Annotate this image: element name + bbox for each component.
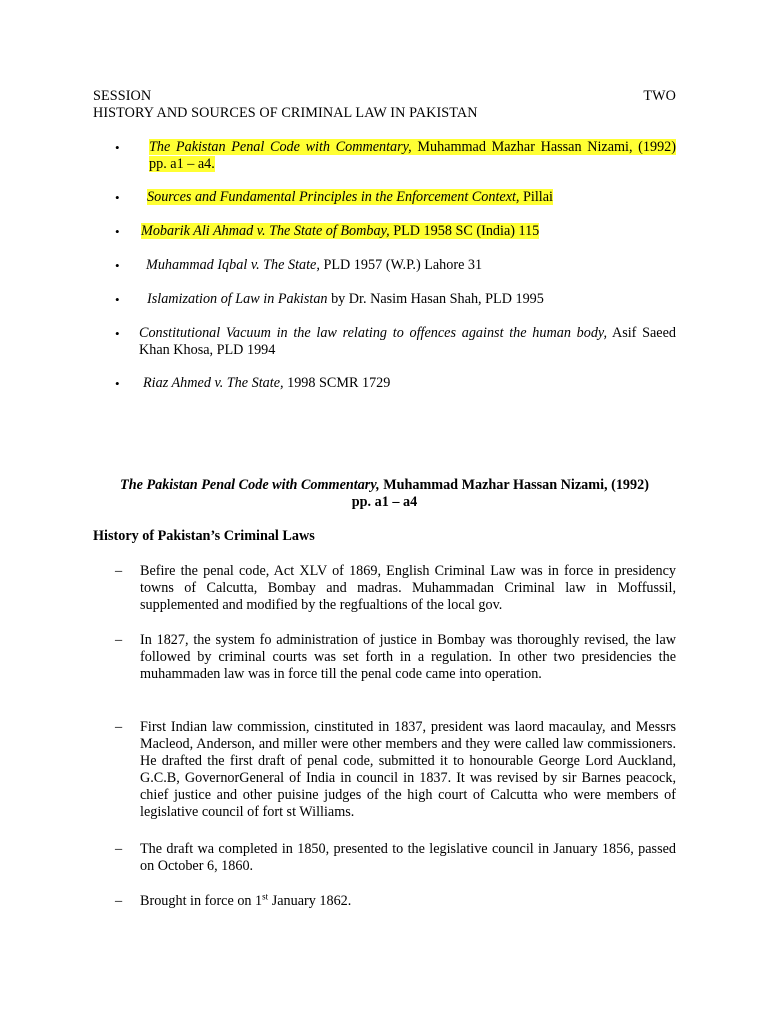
bullet-icon: • [115,258,120,273]
reading-title: Sources and Fundamental Principles in the Enforcement Context, [147,189,520,205]
dash-icon: – [115,893,123,909]
reading-citation: by Dr. Nasim Hasan Shah, PLD 1995 [327,291,544,307]
session-number: TWO [643,88,676,104]
history-item [115,719,676,821]
reading-item [115,257,676,274]
reading-item [115,189,676,206]
bullet-icon: • [115,292,120,307]
reading-title: Islamization of Law in Pakistan [147,291,328,307]
history-text: First Indian law commission, cinstituted in 1837, president was laord macaulay, and Messrs Macleod, Anderson, and miller were other members and they were called law commissioners. He drafted the first draft of penal code, submitted it to honourable George Lord Auckland, G.C.B, GovernorGeneral of India in council in 1837. It was revised by sir Barnes peacock, chief justice and other puisine judges of the high court of Calcutta who were members of legislative council of fort st Williams. [140,719,676,820]
history-item [115,563,676,614]
history-text: Befire the penal code, Act XLV of 1869, English Criminal Law was in force in presidency towns of Calcutta, Bombay and madras. Muhammadan Criminal law in Moffussil, supplemented and modified by the regfualtions of the local gov. [140,563,676,613]
page-title: HISTORY AND SOURCES OF CRIMINAL LAW IN PAKISTAN [93,105,478,121]
history-text: The draft wa completed in 1850, presented to the legislative council in January 1856, passed on October 6, 1860. [140,841,676,874]
history-item [115,893,676,910]
dash-icon: – [115,719,123,735]
bullet-icon: • [115,326,120,341]
reading-item [115,325,676,359]
bullet-icon: • [115,376,120,391]
history-item [115,841,676,875]
reading-citation: Muhammad Mazhar Hassan Nizami, (1992) pp. a1 – a4. [149,139,676,172]
reading-citation: Asif Saeed Khan Khosa, PLD 1994 [139,325,676,358]
reading-title: Constitutional Vacuum in the law relating to offences against the human body, [139,325,607,341]
reading-item [115,375,676,392]
reading-citation: Pillai [519,189,553,205]
section-title-rest: Muhammad Mazhar Hassan Nizami, (1992) [379,477,649,493]
bullet-icon: • [115,190,120,205]
history-item [115,632,676,683]
bullet-icon: • [115,140,120,155]
section-title-line2: pp. a1 – a4 [351,494,418,510]
dash-icon: – [115,841,123,857]
session-label: SESSION [93,88,152,104]
reading-citation: 1998 SCMR 1729 [283,375,391,391]
history-text: In 1827, the system fo administration of justice in Bombay was thoroughly revised, the law followed by criminal courts was set forth in a regulation. In other two presidencies the muhammaden law was in force till the penal code came into operation. [140,632,676,682]
reading-item [115,223,676,240]
section-title-italic: The Pakistan Penal Code with Commentary, [120,477,380,493]
dash-icon: – [115,632,123,648]
reading-citation: PLD 1958 SC (India) 115 [389,223,540,239]
reading-title: Muhammad Iqbal v. The State, [146,257,320,273]
reading-item [115,291,676,308]
section-subheading: History of Pakistan’s Criminal Laws [93,528,315,544]
session-header [93,88,676,122]
reading-citation: PLD 1957 (W.P.) Lahore 31 [319,257,483,273]
reading-item [115,139,676,173]
reading-title: The Pakistan Penal Code with Commentary, [149,139,412,155]
bullet-icon: • [115,224,120,239]
history-text: Brought in force on 1st January 1862. [140,891,352,909]
dash-icon: – [115,563,123,579]
reading-title: Riaz Ahmed v. The State, [143,375,284,391]
section-title [93,477,676,511]
reading-title: Mobarik Ali Ahmad v. The State of Bombay, [141,223,390,239]
